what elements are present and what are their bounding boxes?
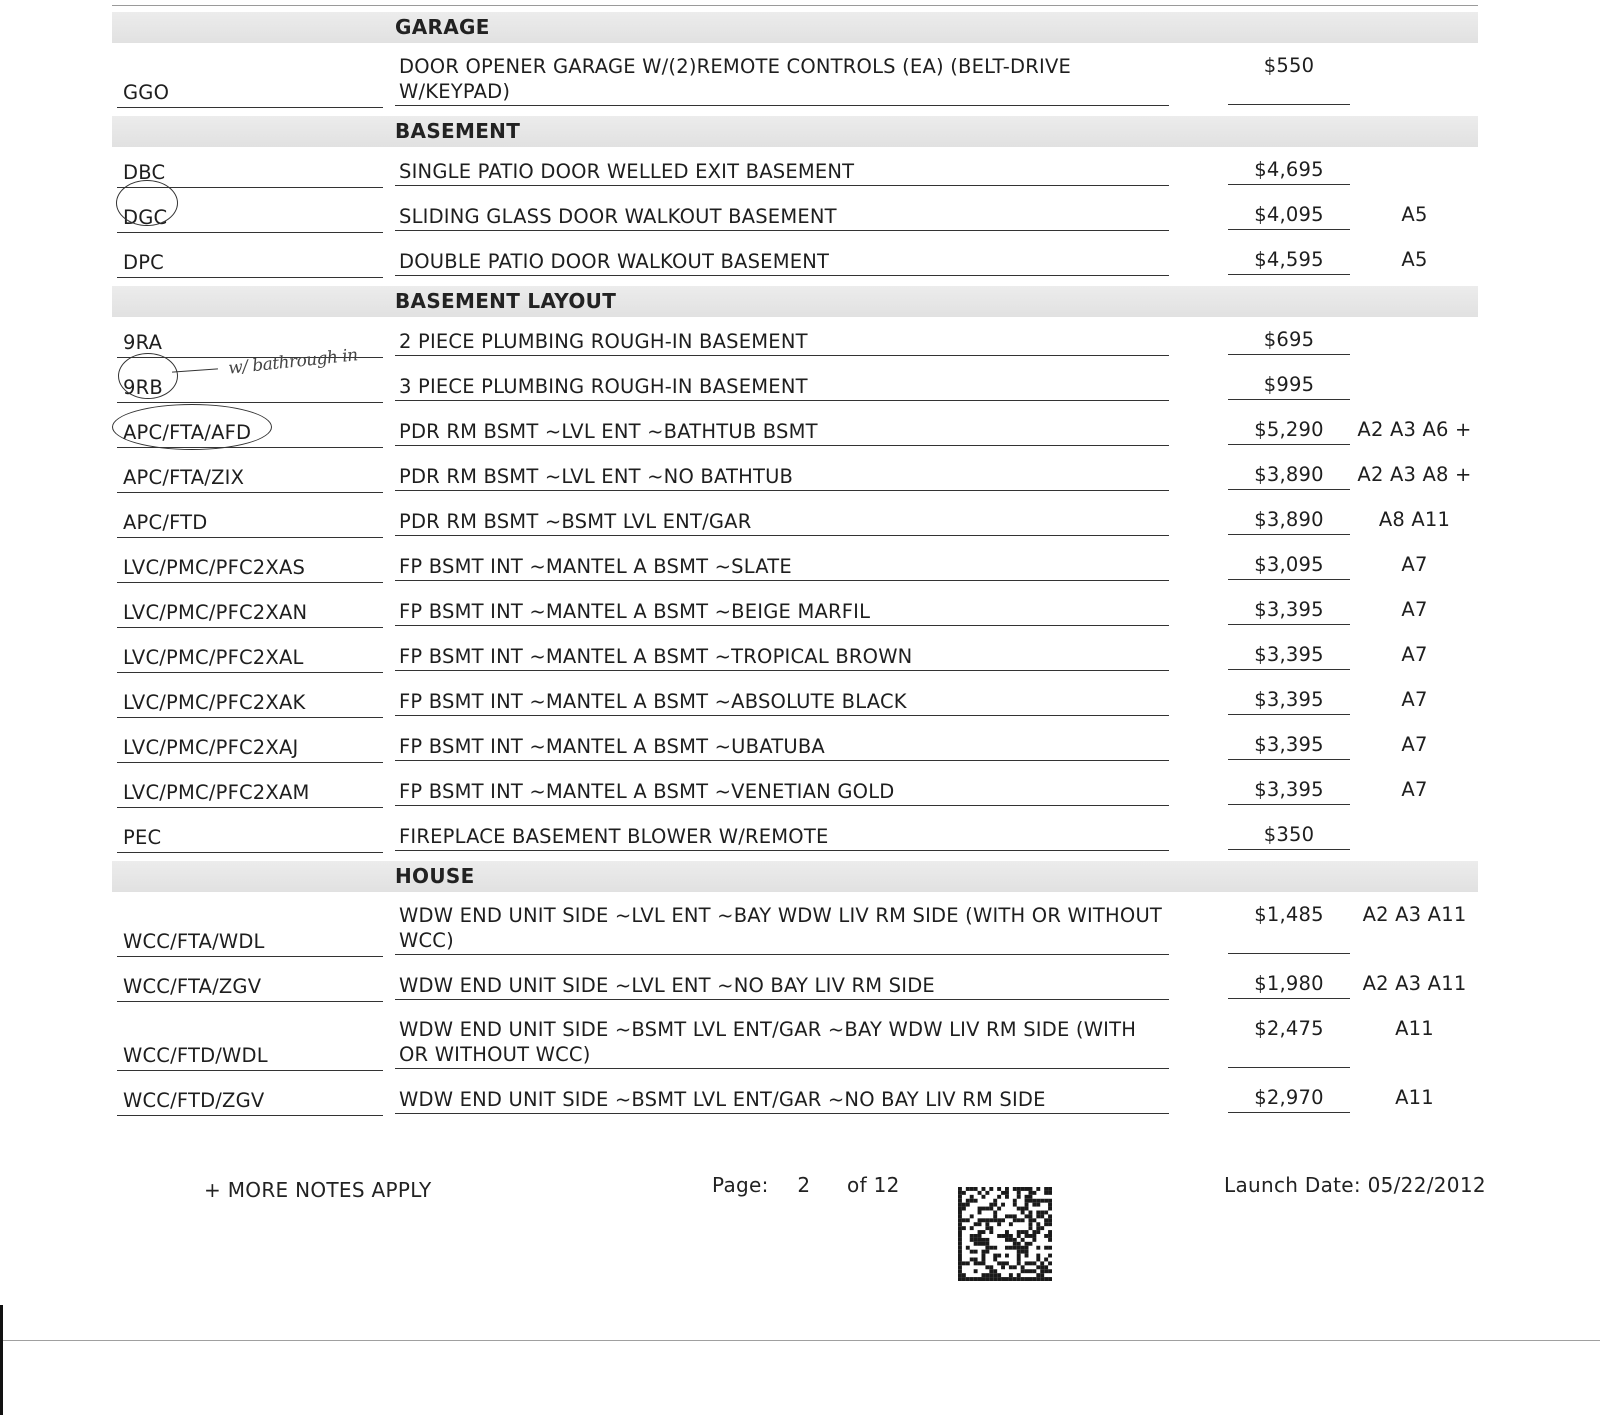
launch-date-value: 05/22/2012 <box>1367 1173 1486 1197</box>
option-description: PDR RM BSMT ~LVL ENT ~BATHTUB BSMT <box>395 419 1169 446</box>
option-price: $995 <box>1228 372 1350 400</box>
option-notes: A7 <box>1401 553 1428 576</box>
option-code: DPC <box>117 250 383 278</box>
option-description: FP BSMT INT ~MANTEL A BSMT ~ABSOLUTE BLACK <box>395 689 1169 716</box>
option-row <box>112 722 1478 767</box>
section-title: BASEMENT LAYOUT <box>395 289 617 313</box>
option-description: DOUBLE PATIO DOOR WALKOUT BASEMENT <box>395 249 1169 276</box>
option-code: 9RA <box>117 330 383 358</box>
option-notes: A7 <box>1401 688 1428 711</box>
option-price: $3,395 <box>1228 597 1350 625</box>
option-description: FP BSMT INT ~MANTEL A BSMT ~TROPICAL BROWN <box>395 644 1169 671</box>
section-header <box>112 286 1478 317</box>
option-description: FP BSMT INT ~MANTEL A BSMT ~SLATE <box>395 554 1169 581</box>
option-price: $3,890 <box>1228 462 1350 490</box>
scan-edge-mark <box>0 1305 3 1415</box>
option-notes: A5 <box>1401 203 1428 226</box>
option-code: LVC/PMC/PFC2XAM <box>117 780 383 808</box>
option-row <box>112 632 1478 677</box>
option-notes: A11 <box>1395 1086 1434 1109</box>
page-number: 2 <box>797 1173 811 1197</box>
option-code: PEC <box>117 825 383 853</box>
option-code: APC/FTA/ZIX <box>117 465 383 493</box>
option-price: $3,395 <box>1228 732 1350 760</box>
option-notes: A5 <box>1401 248 1428 271</box>
option-notes: A7 <box>1401 733 1428 756</box>
section-header <box>112 116 1478 147</box>
option-row <box>112 1006 1478 1075</box>
option-code: APC/FTD <box>117 510 383 538</box>
option-price: $350 <box>1228 822 1350 850</box>
option-price: $3,395 <box>1228 777 1350 805</box>
page-indicator <box>712 1173 900 1197</box>
option-notes: A2 A3 A11 <box>1362 903 1467 926</box>
option-row <box>112 892 1478 961</box>
bottom-rule <box>0 1340 1600 1341</box>
option-notes: A11 <box>1395 1017 1434 1040</box>
option-code: DGC <box>117 205 383 233</box>
handwritten-note: w/ bathrough in <box>227 345 359 379</box>
launch-date-label: Launch Date: <box>1224 1173 1361 1197</box>
option-description: PDR RM BSMT ~LVL ENT ~NO BATHTUB <box>395 464 1169 491</box>
option-row <box>112 237 1478 282</box>
option-row <box>112 452 1478 497</box>
option-code: WCC/FTA/ZGV <box>117 974 383 1002</box>
option-description: FP BSMT INT ~MANTEL A BSMT ~VENETIAN GOLD <box>395 779 1169 806</box>
option-description: WDW END UNIT SIDE ~LVL ENT ~BAY WDW LIV RM SIDE (WITH OR WITHOUT WCC) <box>395 903 1169 955</box>
option-description: SLIDING GLASS DOOR WALKOUT BASEMENT <box>395 204 1169 231</box>
option-description: WDW END UNIT SIDE ~LVL ENT ~NO BAY LIV RM SIDE <box>395 973 1169 1000</box>
option-code: WCC/FTD/ZGV <box>117 1088 383 1116</box>
option-row <box>112 542 1478 587</box>
option-code: LVC/PMC/PFC2XAK <box>117 690 383 718</box>
option-price: $3,095 <box>1228 552 1350 580</box>
top-rule <box>112 5 1478 6</box>
option-notes: A2 A3 A6 + <box>1357 418 1472 441</box>
option-price: $4,595 <box>1228 247 1350 275</box>
option-row <box>112 677 1478 722</box>
option-code: LVC/PMC/PFC2XAL <box>117 645 383 673</box>
option-row <box>112 192 1478 237</box>
option-notes: A7 <box>1401 778 1428 801</box>
section-title: HOUSE <box>395 864 475 888</box>
option-row <box>112 767 1478 812</box>
option-row <box>112 147 1478 192</box>
option-code: LVC/PMC/PFC2XAN <box>117 600 383 628</box>
option-row <box>112 43 1478 112</box>
option-row <box>112 587 1478 632</box>
more-notes-apply: + MORE NOTES APPLY <box>204 1178 432 1202</box>
option-price: $3,395 <box>1228 687 1350 715</box>
option-notes: A8 A11 <box>1378 508 1451 531</box>
option-description: PDR RM BSMT ~BSMT LVL ENT/GAR <box>395 509 1169 536</box>
option-description: 2 PIECE PLUMBING ROUGH-IN BASEMENT <box>395 329 1169 356</box>
option-price: $1,980 <box>1228 971 1350 999</box>
option-notes: A2 A3 A8 + <box>1357 463 1472 486</box>
option-price: $2,475 <box>1228 1016 1350 1068</box>
option-row <box>112 407 1478 452</box>
option-code: WCC/FTD/WDL <box>117 1043 383 1071</box>
option-code: APC/FTA/AFD <box>117 420 383 448</box>
option-code: DBC <box>117 160 383 188</box>
option-notes: A2 A3 A11 <box>1362 972 1467 995</box>
option-description: SINGLE PATIO DOOR WELLED EXIT BASEMENT <box>395 159 1169 186</box>
option-code: LVC/PMC/PFC2XAS <box>117 555 383 583</box>
option-description: FIREPLACE BASEMENT BLOWER W/REMOTE <box>395 824 1169 851</box>
option-price: $4,695 <box>1228 157 1350 185</box>
option-code: WCC/FTA/WDL <box>117 929 383 957</box>
option-description: FP BSMT INT ~MANTEL A BSMT ~BEIGE MARFIL <box>395 599 1169 626</box>
option-code: GGO <box>117 80 383 108</box>
option-row <box>112 497 1478 542</box>
option-row <box>112 1075 1478 1120</box>
options-price-sheet <box>112 8 1478 1120</box>
section-title: GARAGE <box>395 15 490 39</box>
option-code: LVC/PMC/PFC2XAJ <box>117 735 383 763</box>
option-price: $4,095 <box>1228 202 1350 230</box>
option-price: $1,485 <box>1228 902 1350 954</box>
section-header <box>112 861 1478 892</box>
option-price: $3,890 <box>1228 507 1350 535</box>
page-total: of 12 <box>847 1173 900 1197</box>
option-notes: A7 <box>1401 643 1428 666</box>
option-code: 9RB <box>117 375 383 403</box>
option-description: WDW END UNIT SIDE ~BSMT LVL ENT/GAR ~BAY WDW LIV RM SIDE (WITH OR WITHOUT WCC) <box>395 1017 1169 1069</box>
option-row <box>112 961 1478 1006</box>
option-price: $3,395 <box>1228 642 1350 670</box>
section-title: BASEMENT <box>395 119 521 143</box>
option-description: WDW END UNIT SIDE ~BSMT LVL ENT/GAR ~NO BAY LIV RM SIDE <box>395 1087 1169 1114</box>
launch-date <box>1224 1173 1486 1197</box>
option-price: $2,970 <box>1228 1085 1350 1113</box>
option-price: $5,290 <box>1228 417 1350 445</box>
page-label: Page: <box>712 1173 769 1197</box>
option-row <box>112 812 1478 857</box>
option-notes: A7 <box>1401 598 1428 621</box>
option-price: $695 <box>1228 327 1350 355</box>
option-price: $550 <box>1228 53 1350 105</box>
option-description: DOOR OPENER GARAGE W/(2)REMOTE CONTROLS (EA) (BELT-DRIVE W/KEYPAD) <box>395 54 1169 106</box>
barcode-icon <box>958 1187 1052 1281</box>
option-description: FP BSMT INT ~MANTEL A BSMT ~UBATUBA <box>395 734 1169 761</box>
section-header <box>112 12 1478 43</box>
option-description: 3 PIECE PLUMBING ROUGH-IN BASEMENT <box>395 374 1169 401</box>
